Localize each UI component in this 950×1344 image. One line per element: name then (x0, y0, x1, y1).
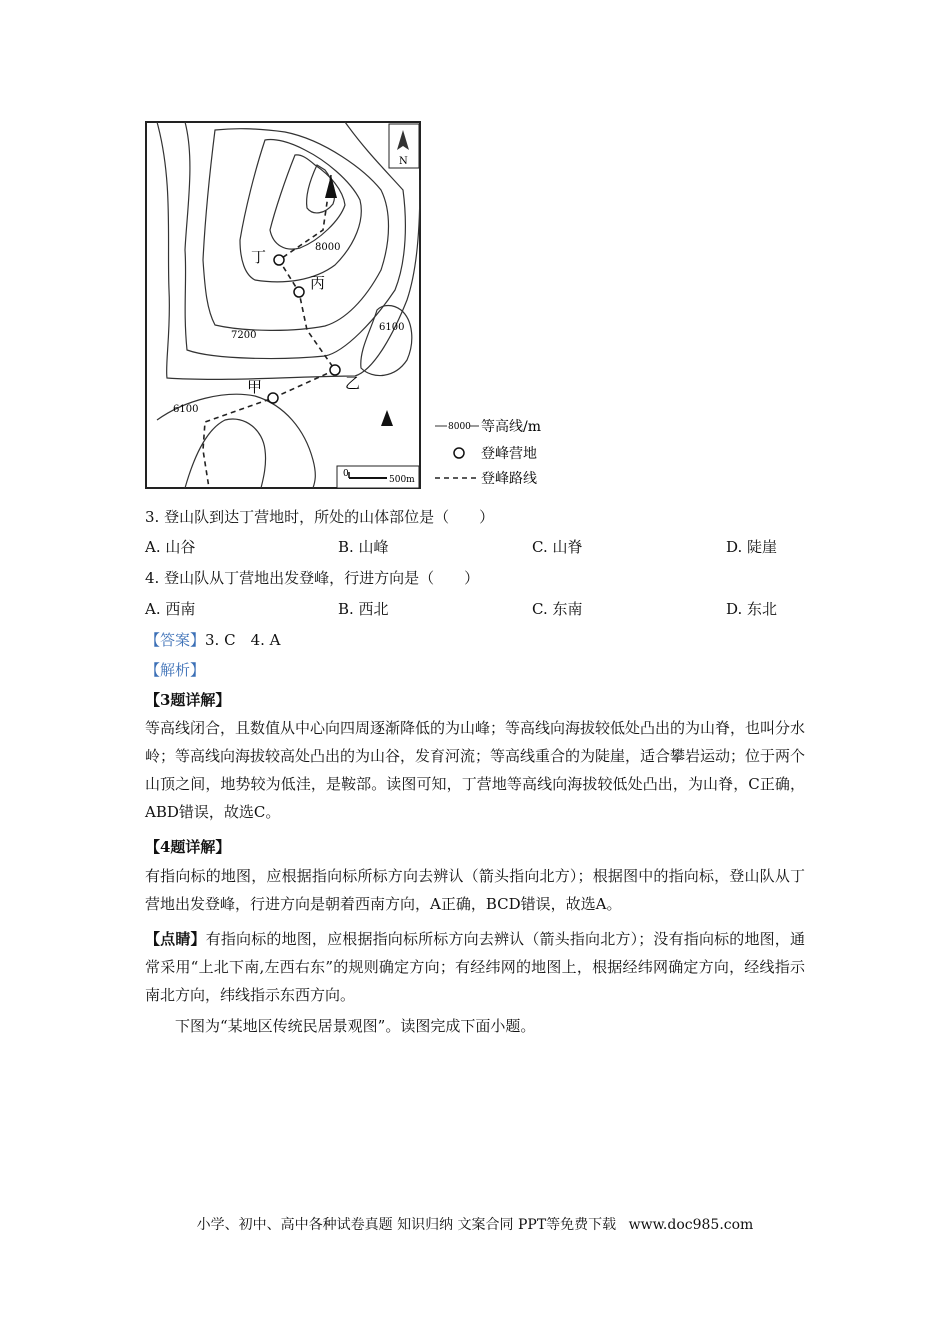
camp-label-bing: 丙 (310, 274, 326, 292)
question-3-stem: 3. 登山队到达丁营地时，所处的山体部位是（ ） (145, 508, 495, 526)
q4-option-b[interactable]: B. 西北 (338, 600, 389, 618)
camp-jia-marker (268, 393, 278, 403)
tip-text: 有指向标的地图，应根据指向标所标方向去辨认（箭头指向北方）；没有指向标的地图，通常采用“上北下南,左西右东”的规则确定方向；有经纬网的地图上，根据经纬网确定方向，经线指示南北方向，纬线指示东西方向。 (145, 930, 805, 1004)
scale-label: 500m (389, 475, 415, 485)
climbing-route (203, 175, 335, 488)
scale-zero: 0 (343, 469, 349, 479)
q3-option-b[interactable]: B. 山峰 (338, 538, 389, 556)
question-4-stem: 4. 登山队从丁营地出发登峰，行进方向是（ ） (145, 569, 480, 587)
footer-url[interactable]: www.doc985.com (628, 1217, 754, 1233)
summit-peak-icon (325, 175, 337, 198)
q3-option-d[interactable]: D. 陡崖 (726, 538, 778, 556)
q4-option-c[interactable]: C. 东南 (532, 600, 583, 618)
north-arrow-icon (389, 124, 419, 168)
contour-lines (157, 122, 420, 488)
camp-label-jia: 甲 (247, 378, 263, 396)
camp-label-yi: 乙 (345, 374, 361, 392)
footer-text: 小学、初中、高中各种试卷真题 知识归纳 文案合同 PPT等免费下载 (196, 1217, 617, 1233)
map-frame (146, 122, 420, 488)
q4-option-a[interactable]: A. 西南 (145, 600, 196, 618)
legend-contour-sample: 8000 (448, 422, 471, 432)
contour-7200 (203, 129, 389, 331)
contour-label-7200: 7200 (231, 330, 257, 341)
contour-valley (185, 419, 266, 488)
camp-label-ding: 丁 (251, 248, 267, 266)
camp-yi-marker (330, 365, 340, 375)
answer-text: 3. C 4. A (205, 631, 281, 649)
scale-bar (337, 466, 419, 488)
contour-6100-east (361, 306, 412, 376)
answer-line (145, 630, 281, 650)
q4-detail-heading: 【4题详解】 (145, 838, 231, 856)
q4-option-d[interactable]: D. 东北 (726, 600, 778, 618)
q3-option-c[interactable]: C. 山脊 (532, 538, 583, 556)
tip-paragraph (145, 925, 805, 1009)
tip-tag: 【点睛】 (145, 930, 206, 948)
north-label: N (399, 156, 408, 167)
page-footer (0, 1214, 950, 1234)
analysis-tag: 【解析】 (145, 661, 206, 679)
next-question-intro: 下图为“某地区传统民居景观图”。读图完成下面小题。 (175, 1017, 536, 1035)
q3-detail-heading: 【3题详解】 (145, 691, 231, 709)
legend-camp: 登峰营地 (481, 446, 537, 462)
peak-icon (381, 410, 393, 426)
q3-option-a[interactable]: A. 山谷 (145, 538, 196, 556)
q4-detail-text: 有指向标的地图，应根据指向标所标方向去辨认（箭头指向北方）；根据图中的指向标，登山队从丁营地出发登峰，行进方向是朝着西南方向，A正确，BCD错误，故选A。 (145, 867, 805, 913)
legend-camp-marker (454, 448, 464, 458)
legend-route: 登峰路线 (481, 471, 537, 487)
legend-contour: 等高线/m (481, 419, 541, 435)
answer-tag: 【答案】 (145, 631, 206, 649)
camp-ding-marker (274, 255, 284, 265)
contour-map (145, 120, 565, 492)
map-legend (435, 418, 541, 487)
camp-bing-marker (294, 287, 304, 297)
contour-label-8000: 8000 (315, 242, 341, 253)
contour-outer (157, 122, 420, 379)
q3-detail-text: 等高线闭合，且数值从中心向四周逐渐降低的为山峰；等高线向海拔较低处凸出的为山脊，也叫分水岭；等高线向海拔较高处凸出的为山谷，发育河流；等高线重合的为陡崖，适合攀岩运动；位于两个山顶之间，地势较为低洼，是鞍部。读图可知，丁营地等高线向海拔较低处凸出，为山脊，C正确，ABD错误，故选C。 (145, 719, 806, 821)
contour-label-6100-west: 6100 (173, 404, 199, 415)
contour-map-svg (145, 120, 565, 492)
contour-label-6100-east: 6100 (379, 322, 405, 333)
